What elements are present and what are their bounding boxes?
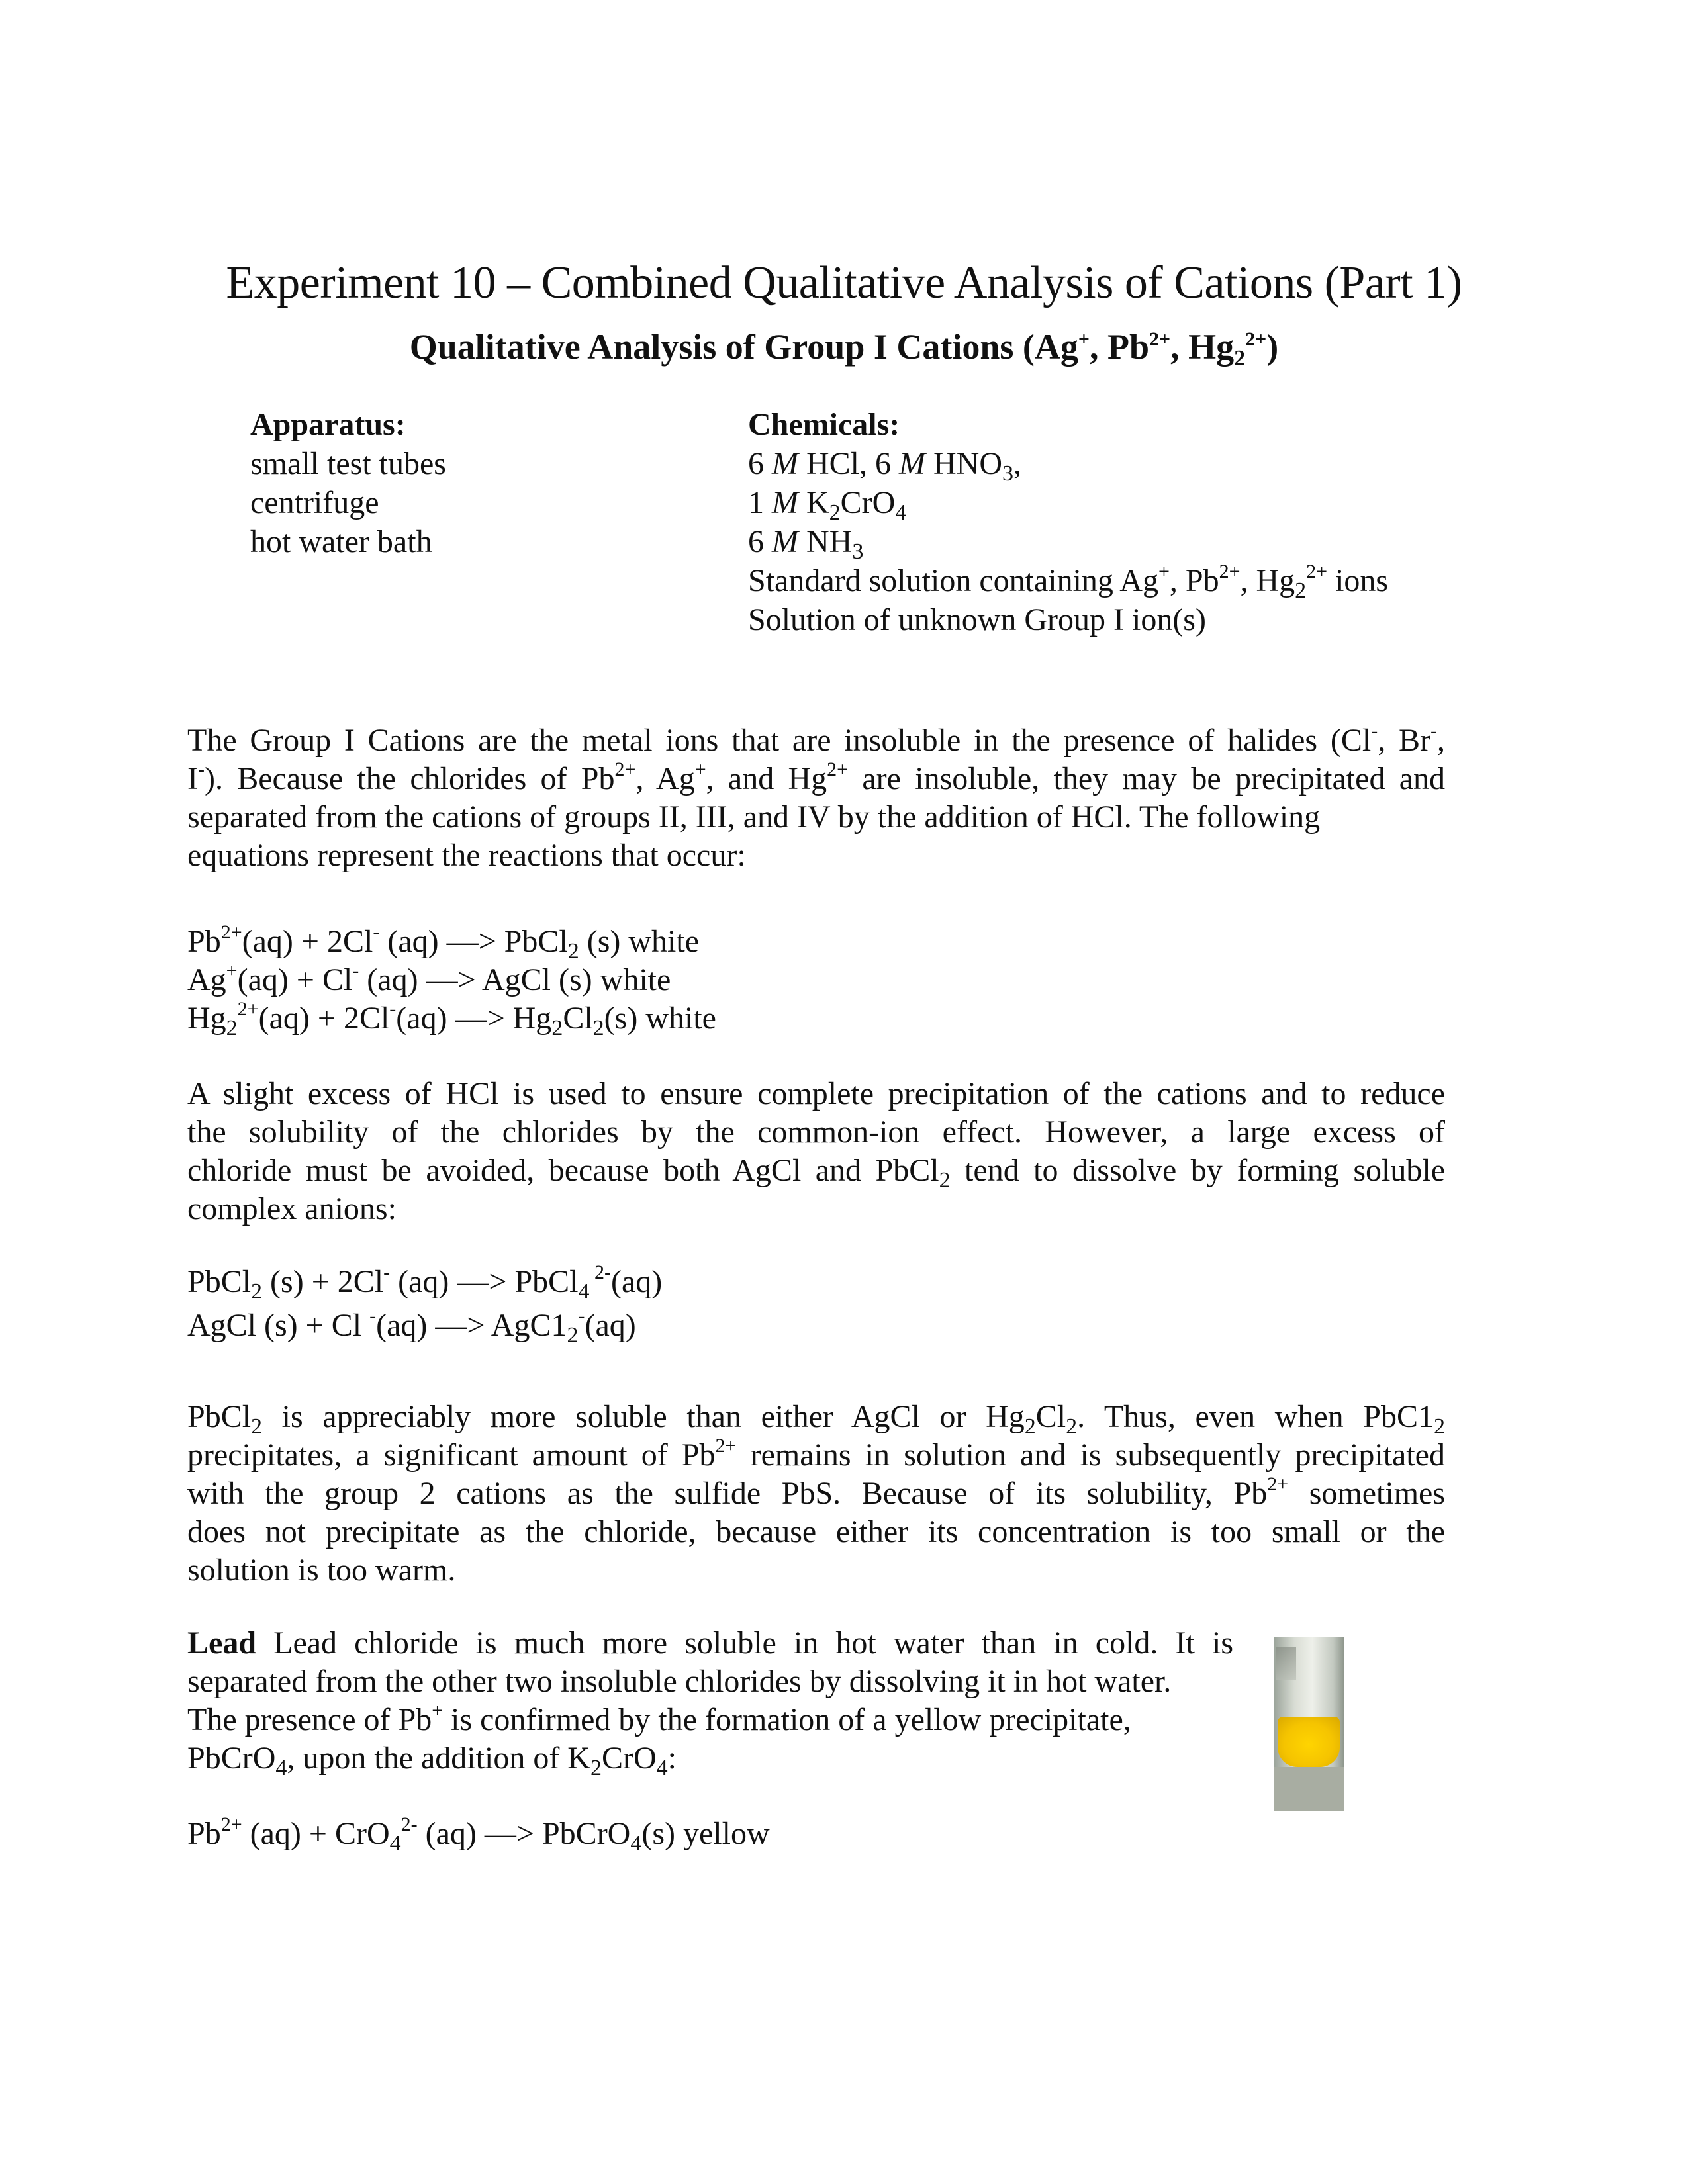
chemicals-header: Chemicals: [748, 407, 900, 442]
text-line: A slight excess of HCl is used to ensure complete precipitation of the cations and to reduce [187, 1076, 1445, 1111]
equation: PbCl$_2$ (s) + 2Cl- (aq) —> PbCl$_4$ $^{2-}$(aq) [187, 1261, 663, 1304]
chemical-item: Solution of unknown Group I ion(s) [748, 602, 1206, 637]
text-line: precipitates, a significant amount of $Pb^{2+}$ remains in solution and is subsequently precipitated [187, 1435, 1445, 1473]
text-line: solution is too warm. [187, 1553, 456, 1588]
solubility-paragraph [187, 1398, 1445, 1590]
text-line: chloride must be avoided, because both AgCl and PbCl$_2$ tend to dissolve by forming soluble [187, 1153, 1445, 1193]
page-subtitle: Qualitative Analysis of Group I Cations (Ag+, $Pb^{2+}$, $Hg_2^{2+}$) [409, 327, 1279, 371]
equations-complex [187, 1260, 1445, 1347]
excess-paragraph [187, 1075, 1445, 1228]
equation-chromate [187, 1813, 1445, 1856]
text-line: PbCl$_2$ is appreciably more soluble than either AgCl or $Hg_2Cl_2$. Thus, even when $PbC1_2$ [187, 1399, 1446, 1439]
chemical-item: 6 M $NH_3$ [748, 524, 864, 564]
text-line: with the group 2 cations as the sulfide PbS. Because of its solubility, $Pb^{2+}$ sometimes [187, 1473, 1446, 1511]
intro-paragraph [187, 721, 1445, 875]
test-tube-photo-icon [1274, 1637, 1344, 1811]
lead-label: Lead [187, 1625, 257, 1661]
text-line: separated from the cations of groups II, III, and IV by the addition of HCl. The following [187, 799, 1321, 835]
text-line: Lead Lead chloride is much more soluble in hot water than in cold. It is [187, 1625, 1233, 1661]
chemicals-list [748, 405, 1388, 639]
lead-paragraph [187, 1624, 1233, 1778]
text-line: complex anions: [187, 1191, 397, 1226]
page-title: Experiment 10 – Combined Qualitative Analysis of Cations (Part 1) [226, 257, 1462, 308]
text-line: PbCrO$_4$, upon the addition of $K_2CrO_4$: [187, 1741, 677, 1780]
text-line: The Group I Cations are the metal ions that are insoluble in the presence of halides (Cl-, Br-, [187, 720, 1446, 758]
text-line: separated from the other two insoluble chlorides by dissolving it in hot water. [187, 1664, 1172, 1699]
equation: AgCl (s) + Cl -(aq) —> $AgC1_2^-(aq)$ [187, 1305, 636, 1347]
text-line: The presence of Pb+ is confirmed by the formation of a yellow precipitate, [187, 1700, 1131, 1737]
equation: Ag+(aq) + Cl- (aq) —> AgCl (s) white [187, 960, 671, 997]
text-line: the solubility of the chlorides by the common-ion effect. However, a large excess of [187, 1115, 1445, 1150]
chemical-item: 1 M $K_2CrO_4$ [748, 485, 907, 525]
chemical-item: Standard solution containing Ag+, $Pb^{2+}$, $Hg_2^{2+}$ ions [748, 561, 1389, 603]
yellow-precipitate [1278, 1717, 1340, 1767]
apparatus-item: small test tubes [250, 446, 446, 481]
chemical-item: 6 M HCl, 6 M $HNO_3$, [748, 446, 1021, 486]
equation: $Pb^{2+}$ (aq) + CrO$_4^{2-}$ (aq) —> PbCrO$_4$(s) yellow [187, 1813, 770, 1856]
text-line: I-). Because the chlorides of $Pb^{2+}$, Ag+, and $Hg^{2+}$ are insoluble, they may be precipitated and [187, 758, 1446, 796]
equation: $Pb^{2+}(aq) + 2Cl^-$ (aq) —> PbCl$_2$ (s) white [187, 921, 700, 964]
text-line: equations represent the reactions that occur: [187, 838, 746, 873]
text-line: does not precipitate as the chloride, because either its concentration is too small or the [187, 1514, 1445, 1549]
apparatus-item: centrifuge [250, 485, 379, 520]
apparatus-item: hot water bath [250, 524, 432, 559]
equations-precipitation [187, 923, 1445, 1038]
apparatus-header: Apparatus: [250, 407, 406, 442]
equation: $Hg_2^{2+}(aq) + 2Cl^-(aq)$ —> $Hg_2Cl_2(s)$ white [187, 998, 716, 1040]
apparatus-list [250, 405, 446, 561]
